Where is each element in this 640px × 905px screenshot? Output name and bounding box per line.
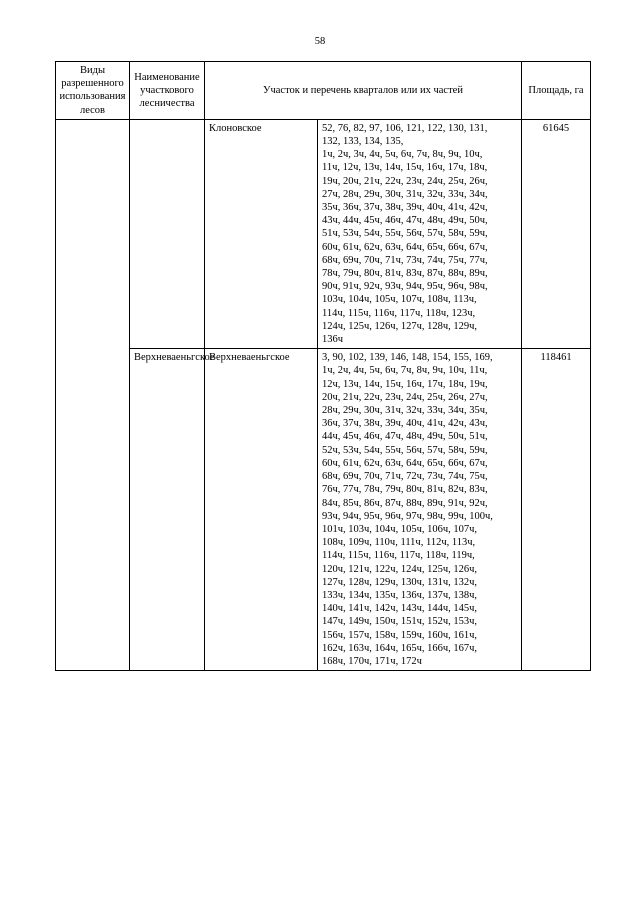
quarter-line: 162ч, 163ч, 164ч, 165ч, 166ч, 167ч, bbox=[322, 642, 478, 654]
quarter-line: 60ч, 61ч, 62ч, 63ч, 64ч, 65ч, 66ч, 67ч, bbox=[322, 241, 488, 253]
quarter-line: 103ч, 104ч, 105ч, 107ч, 108ч, 113ч, bbox=[322, 294, 477, 306]
quarter-line: 12ч, 13ч, 14ч, 15ч, 16ч, 17ч, 18ч, 19ч, bbox=[322, 378, 488, 390]
quarter-line: 84ч, 85ч, 86ч, 87ч, 88ч, 89ч, 91ч, 92ч, bbox=[322, 497, 488, 509]
quarter-line: 136ч bbox=[322, 334, 344, 346]
quarter-line: 127ч, 128ч, 129ч, 130ч, 131ч, 132ч, bbox=[322, 576, 478, 588]
forest-use-table bbox=[55, 61, 591, 671]
quarter-line: 168ч, 170ч, 171ч, 172ч bbox=[322, 655, 422, 667]
table-row bbox=[56, 349, 591, 671]
quarter-line: 20ч, 21ч, 22ч, 23ч, 24ч, 25ч, 26ч, 27ч, bbox=[322, 391, 488, 403]
quarter-line: 140ч, 141ч, 142ч, 143ч, 144ч, 145ч, bbox=[322, 603, 478, 615]
quarter-line: 52, 76, 82, 97, 106, 121, 122, 130, 131, bbox=[322, 122, 488, 134]
quarter-line: 93ч, 94ч, 95ч, 96ч, 97ч, 98ч, 99ч, 100ч, bbox=[322, 510, 493, 522]
district-forestry-cell bbox=[130, 119, 205, 348]
quarter-line: 19ч, 20ч, 21ч, 22ч, 23ч, 24ч, 25ч, 26ч, bbox=[322, 175, 488, 187]
page-number: 58 bbox=[314, 36, 326, 47]
quarter-line: 60ч, 61ч, 62ч, 63ч, 64ч, 65ч, 66ч, 67ч, bbox=[322, 457, 488, 469]
header-district-forestry: Наименование участкового лесничества bbox=[130, 62, 205, 120]
district-forestry-cell: Верхневаеньгское bbox=[130, 349, 205, 671]
quarter-line: 44ч, 45ч, 46ч, 47ч, 48ч, 49ч, 50ч, 51ч, bbox=[322, 431, 488, 443]
quarter-line: 76ч, 77ч, 78ч, 79ч, 80ч, 81ч, 82ч, 83ч, bbox=[322, 484, 488, 496]
quarter-line: 27ч, 28ч, 29ч, 30ч, 31ч, 32ч, 33ч, 34ч, bbox=[322, 188, 488, 200]
quarter-line: 101ч, 103ч, 104ч, 105ч, 106ч, 107ч, bbox=[322, 523, 478, 535]
quarter-line: 68ч, 69ч, 70ч, 71ч, 72ч, 73ч, 74ч, 75ч, bbox=[322, 471, 488, 483]
header-use-type: Виды разрешенного использования лесов bbox=[56, 62, 130, 120]
quarter-line: 1ч, 2ч, 4ч, 5ч, 6ч, 7ч, 8ч, 9ч, 10ч, 11ч, bbox=[322, 365, 488, 377]
quarters-cell bbox=[318, 119, 522, 348]
plot-name-cell: Верхневаеньгское bbox=[205, 349, 318, 671]
area-cell: 118461 bbox=[522, 349, 591, 671]
header-plot-quarters: Участок и перечень кварталов или их частей bbox=[205, 62, 522, 120]
header-area: Площадь, га bbox=[522, 62, 591, 120]
table-header-row bbox=[56, 62, 591, 120]
quarter-line: 51ч, 53ч, 54ч, 55ч, 56ч, 57ч, 58ч, 59ч, bbox=[322, 228, 488, 240]
quarter-line: 132, 133, 134, 135, bbox=[322, 136, 404, 148]
quarter-line: 35ч, 36ч, 37ч, 38ч, 39ч, 40ч, 41ч, 42ч, bbox=[322, 202, 488, 214]
area-cell: 61645 bbox=[522, 119, 591, 348]
quarter-line: 68ч, 69ч, 70ч, 71ч, 73ч, 74ч, 75ч, 77ч, bbox=[322, 254, 488, 266]
quarter-line: 11ч, 12ч, 13ч, 14ч, 15ч, 16ч, 17ч, 18ч, bbox=[322, 162, 488, 174]
table-row bbox=[56, 119, 591, 348]
quarter-line: 1ч, 2ч, 3ч, 4ч, 5ч, 6ч, 7ч, 8ч, 9ч, 10ч, bbox=[322, 149, 483, 161]
quarter-line: 114ч, 115ч, 116ч, 117ч, 118ч, 119ч, bbox=[322, 550, 475, 562]
quarter-line: 156ч, 157ч, 158ч, 159ч, 160ч, 161ч, bbox=[322, 629, 478, 641]
quarter-line: 78ч, 79ч, 80ч, 81ч, 83ч, 87ч, 88ч, 89ч, bbox=[322, 268, 488, 280]
quarters-cell bbox=[318, 349, 522, 671]
quarter-line: 36ч, 37ч, 38ч, 39ч, 40ч, 41ч, 42ч, 43ч, bbox=[322, 418, 488, 430]
quarter-line: 52ч, 53ч, 54ч, 55ч, 56ч, 57ч, 58ч, 59ч, bbox=[322, 444, 488, 456]
quarter-line: 3, 90, 102, 139, 146, 148, 154, 155, 169, bbox=[322, 352, 493, 364]
quarter-line: 147ч, 149ч, 150ч, 151ч, 152ч, 153ч, bbox=[322, 616, 478, 628]
plot-name-cell: Клоновское bbox=[205, 119, 318, 348]
quarter-line: 90ч, 91ч, 92ч, 93ч, 94ч, 95ч, 96ч, 98ч, bbox=[322, 281, 488, 293]
quarter-line: 28ч, 29ч, 30ч, 31ч, 32ч, 33ч, 34ч, 35ч, bbox=[322, 405, 488, 417]
quarter-line: 43ч, 44ч, 45ч, 46ч, 47ч, 48ч, 49ч, 50ч, bbox=[322, 215, 488, 227]
quarter-line: 124ч, 125ч, 126ч, 127ч, 128ч, 129ч, bbox=[322, 320, 478, 332]
quarter-line: 133ч, 134ч, 135ч, 136ч, 137ч, 138ч, bbox=[322, 589, 478, 601]
use-type-cell bbox=[56, 119, 130, 670]
quarter-line: 108ч, 109ч, 110ч, 111ч, 112ч, 113ч, bbox=[322, 537, 476, 549]
quarter-line: 114ч, 115ч, 116ч, 117ч, 118ч, 123ч, bbox=[322, 307, 476, 319]
quarter-line: 120ч, 121ч, 122ч, 124ч, 125ч, 126ч, bbox=[322, 563, 478, 575]
